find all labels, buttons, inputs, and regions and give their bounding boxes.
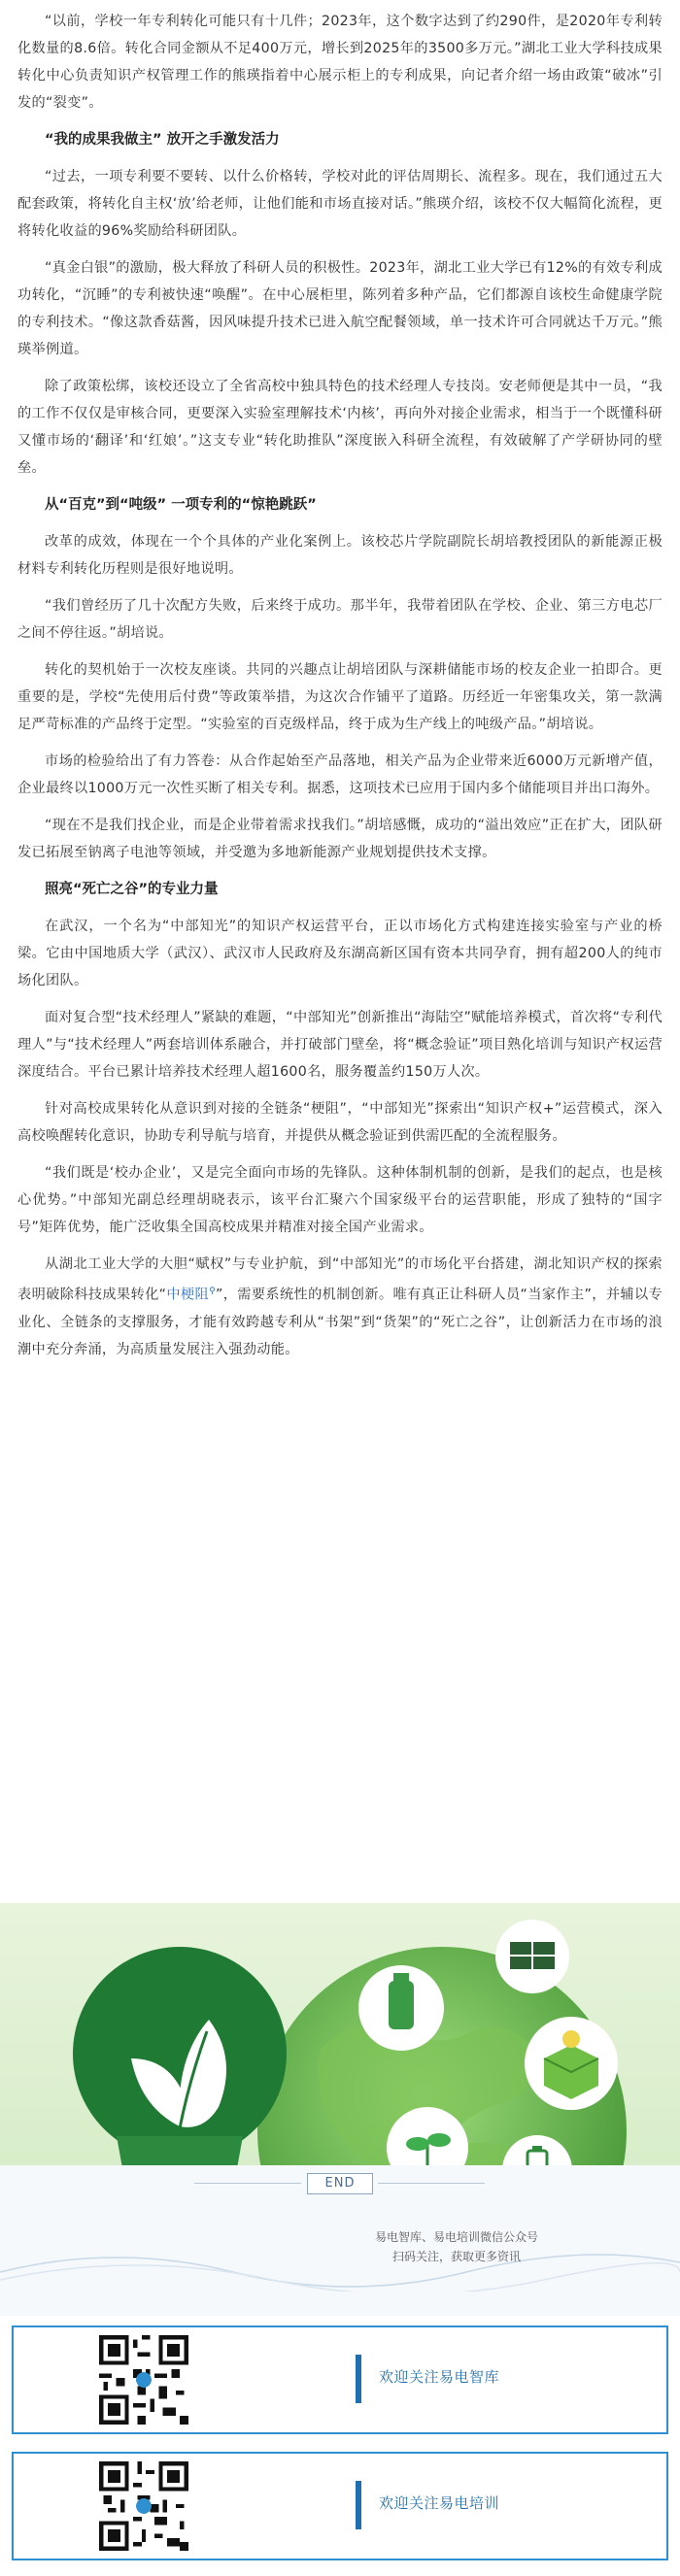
keyword-link[interactable]: 中梗阻 [166,1287,210,1303]
paragraph: “过去，一项专利要不要转、以什么价格转，学校对此的评估周期长、流程多。现在，我们通过五大配套政策，将转化自主权‘放’给老师，让他们能和市场直接对话。”熊瑛介绍，该校不仅大幅简化流程，更将转化收益的96%奖励给科研团队。 [17,169,663,239]
paragraph: 除了政策松绑，该校还设立了全省高校中独具特色的技术经理人专技岗。安老师便是其中一员，“我的工作不仅仅是审核合同，更要深入实验室理解技术‘内核’，再向外对接企业需求，相当于一个既懂科研又懂市场的‘翻译’和‘红娘’。”这支专业“转化助推队”深度嵌入科研全流程，有效破解了产学研协同的壁垒。 [17,379,663,476]
paragraph-text: 从湖北工业大学的大胆“赋权”与专业护航，到“中部知光”的市场化平台搭建，湖北知识产权的探索表明破除科技成果转化“ [17,1256,663,1303]
paragraph: “我们曾经历了几十次配方失败，后来终于成功。那半年，我带着团队在学校、企业、第三方电芯厂之间不停往返。”胡培说。 [17,598,663,641]
paragraph: “我们既是‘校办企业’，又是完全面向市场的先锋队。这种体制机制的创新，是我们的起点，也是核心优势。”中部知光副总经理胡晓表示，该平台汇聚六个国家级平台的运营职能，形成了独特的“国字号”矩阵优势，能广泛收集全国高校成果并精准对接全国产业需求。 [17,1165,663,1235]
paragraph-text: ”，需要系统性的机制创新。唯有真正让科研人员“当家作主”，并辅以专业化、全链条的支撑服务，才能有效跨越专利从“书架”到“货架”的“死亡之谷”，让创新活力在市场的浪潮中充分奔涌，为高质量发展注入强劲动能。 [17,1287,663,1357]
end-caption: 易电智库、易电培训微信公众号 [374,2230,538,2244]
follow-cta[interactable]: 欢迎关注易电培训 [379,2494,500,2512]
paragraph: “以前，学校一年专利转化可能只有十几件；2023年，这个数字达到了约290件，是2020年专利转化数量的8.6倍。转化合同金额从不足400万元，增长到2025年的3500多万元。”湖北工业大学科技成果转化中心负责知识产权管理工作的熊瑛指着中心展示柜上的专利成果，向记者介绍一场由政策“破冰”引发的“裂变”。 [17,14,663,111]
end-label: END [307,2173,373,2194]
qr-code-icon[interactable] [99,2335,188,2425]
solar-panel-icon [495,1920,569,1993]
section-heading: “我的成果我做主” 放开之手激发活力 [45,132,280,148]
end-caption: 扫码关注，获取更多资讯 [391,2250,521,2263]
recycle-box-icon [525,2017,618,2110]
paragraph: 在武汉，一个名为“中部知光”的知识产权运营平台，正以市场化方式构建连接实验室与产业的桥梁。它由中国地质大学（武汉）、武汉市人民政府及东湖高新区国有资本共同孕育，拥有超200人的纯市场化团队。 [17,919,663,988]
paragraph: 面对复合型“技术经理人”紧缺的难题，“中部知光”创新推出“海陆空”赋能培养模式，首次将“专利代理人”与“技术经理人”两套培训体系融合，并打破部门壁垒，将“概念验证”项目熟化培训与知识产权运营深度结合。平台已累计培养技术经理人超1600名，服务覆盖约150万人次。 [17,1010,663,1080]
divider [378,2183,485,2184]
paragraph: 改革的成效，体现在一个个具体的产业化案例上。该校芯片学院副院长胡培教授团队的新能源正极材料专利转化历程则是很好地说明。 [17,534,663,577]
search-icon[interactable]: ⚲ [209,1287,216,1296]
section-heading: 从“百克”到“吨级” 一项专利的“惊艳跳跃” [45,497,317,513]
section-heading: 照亮“死亡之谷”的专业力量 [45,882,219,897]
accent-bar [356,2355,361,2403]
end-section [0,2165,680,2316]
paragraph: 市场的检验给出了有力答卷：从合作起始至产品落地，相关产品为企业带来近6000万元新增产值，企业最终以1000万元一次性买断了相关专利。据悉，这项技术已应用于国内多个储能项目并出口海外。 [17,753,663,796]
accent-bar [356,2481,361,2529]
paragraph: 转化的契机始于一次校友座谈。共同的兴趣点让胡培团队与深耕储能市场的校友企业一拍即合。更重要的是，学校“先使用后付费”等政策举措，为这次合作铺平了道路。历经近一年密集攻关，第一款满足严苛标准的产品终于定型。“实验室的百克级样品，终于成为生产线上的吨级产品。”胡培说。 [17,662,663,732]
qr-code-icon[interactable] [99,2461,188,2551]
follow-card[interactable] [12,2325,668,2434]
follow-card[interactable] [12,2452,668,2560]
divider [194,2183,301,2184]
paragraph: “真金白银”的激励，极大释放了科研人员的积极性。2023年，湖北工业大学已有12%的有效专利成功转化，“沉睡”的专利被快速“唤醒”。在中心展柜里，陈列着多种产品，它们都源自该校生命健康学院的专利技术。“像这款香菇酱，因风味提升技术已进入航空配餐领域，单一技术许可合同就达千万元。”熊瑛举例道。 [17,260,663,357]
follow-cta[interactable]: 欢迎关注易电智库 [379,2368,500,2386]
paragraph: 针对高校成果转化从意识到对接的全链条“梗阻”，“中部知光”探索出“知识产权+”运营模式，深入高校唤醒转化意识，协助专利导航与培育，并提供从概念验证到供需匹配的全流程服务。 [17,1101,663,1144]
bottle-icon [358,1965,444,2051]
paragraph [0,1251,680,1363]
paragraph: “现在不是我们找企业，而是企业带着需求找我们。”胡培感慨，成功的“溢出效应”正在扩大，团队研发已拓展至钠离子电池等领域，并受邀为多地新能源产业规划提供技术支撑。 [17,818,663,860]
